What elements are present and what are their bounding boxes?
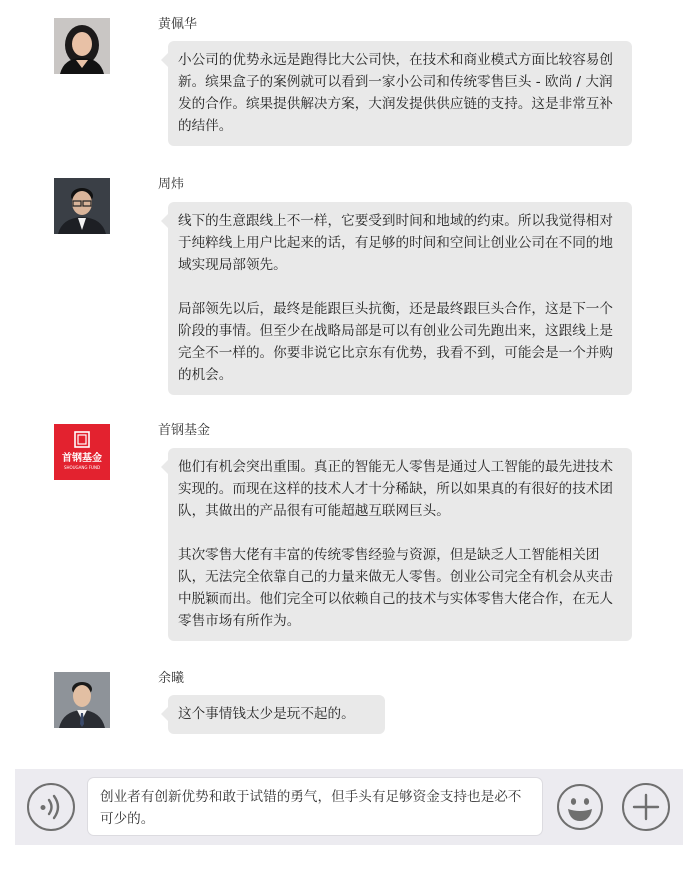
message-bubble (168, 695, 385, 734)
smiley-icon (556, 783, 604, 831)
chat-input-bar (15, 769, 683, 845)
sender-name: 首钢基金 (158, 423, 211, 438)
emoji-button[interactable] (556, 783, 604, 831)
message-bubble (168, 41, 632, 146)
message-text: 这个事情钱太少是玩不起的。 (178, 706, 355, 722)
avatar[interactable] (54, 178, 110, 234)
sender-name: 黄佩华 (158, 17, 198, 32)
avatar[interactable] (54, 672, 110, 728)
avatar[interactable] (54, 424, 110, 480)
plus-icon (624, 785, 668, 829)
plus-button[interactable] (622, 783, 670, 831)
sender-name: 周炜 (158, 177, 185, 192)
voice-button[interactable] (27, 783, 75, 831)
avatar[interactable] (54, 18, 110, 74)
message-text: 他们有机会突出重围。真正的智能无人零售是通过人工智能的最先进技术实现的。而现在这样的技术人才十分稀缺，所以如果真的有很好的技术团队，其做出的产品很有可能超越互联网巨头。 (178, 459, 613, 519)
sender-name: 余曦 (158, 671, 185, 686)
message-text: 局部领先以后，最终是能跟巨头抗衡，还是最终跟巨头合作，这是下一个阶段的事情。但至少在战略局部是可以有创业公司先跑出来，这跟线上是完全不一样的。你要非说它比京东有优势，我看不到，可能会是一个并购的机会。 (178, 301, 613, 383)
message-bubble (168, 202, 632, 395)
message-input[interactable] (88, 778, 542, 835)
message-text: 线下的生意跟线上不一样，它要受到时间和地域的约束。所以我觉得相对于纯粹线上用户比起来的话，有足够的时间和空间让创业公司在不同的地域实现局部领先。 (178, 213, 613, 273)
man-suit-avatar-icon (54, 672, 110, 728)
message-input-text: 创业者有创新优势和敢于试错的勇气，但手头有足够资金支持也是必不可少的。 (100, 789, 522, 827)
man-glasses-avatar-icon (54, 178, 110, 234)
woman-avatar-icon (54, 18, 110, 74)
shougang-fund-logo-icon (54, 424, 110, 480)
logo-text: 首钢基金 (62, 453, 102, 464)
message-bubble (168, 448, 632, 641)
logo-subtext: SHOUGANG FUND (63, 465, 101, 470)
message-text: 小公司的优势永远是跑得比大公司快，在技术和商业模式方面比较容易创新。缤果盒子的案例就可以看到一家小公司和传统零售巨头 - 欧尚 / 大润发的合作。缤果提供解决方案，大润发提供供应链的支持。这是非常互补的结伴。 (178, 52, 613, 134)
voice-icon (29, 785, 73, 829)
message-text: 其次零售大佬有丰富的传统零售经验与资源，但是缺乏人工智能相关团队，无法完全依靠自己的力量来做无人零售。创业公司完全有机会从夹击中脱颖而出。他们完全可以依赖自己的技术与实体零售大佬合作，在无人零售市场有所作为。 (178, 547, 613, 629)
